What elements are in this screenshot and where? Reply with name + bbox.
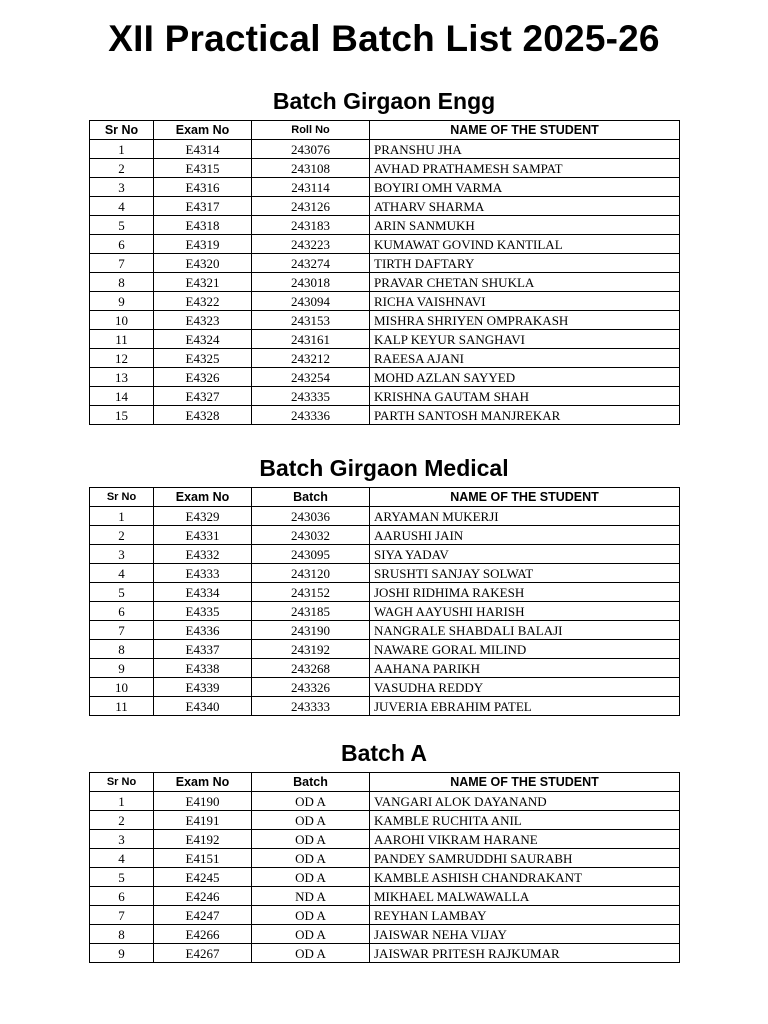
table-row — [90, 564, 680, 583]
cell-roll-or-batch: 243212 — [252, 349, 370, 368]
cell-sr-no: 4 — [90, 197, 154, 216]
cell-sr-no: 13 — [90, 368, 154, 387]
cell-student-name: PANDEY SAMRUDDHI SAURABH — [370, 849, 680, 868]
cell-sr-no: 8 — [90, 925, 154, 944]
cell-exam-no: E4324 — [154, 330, 252, 349]
cell-roll-or-batch: OD A — [252, 925, 370, 944]
cell-student-name: KAMBLE ASHISH CHANDRAKANT — [370, 868, 680, 887]
cell-sr-no: 7 — [90, 254, 154, 273]
cell-exam-no: E4191 — [154, 811, 252, 830]
cell-student-name: ARIN SANMUKH — [370, 216, 680, 235]
cell-exam-no: E4319 — [154, 235, 252, 254]
cell-exam-no: E4317 — [154, 197, 252, 216]
cell-student-name: NANGRALE SHABDALI BALAJI — [370, 621, 680, 640]
cell-student-name: JAISWAR NEHA VIJAY — [370, 925, 680, 944]
cell-student-name: REYHAN LAMBAY — [370, 906, 680, 925]
table-row — [90, 273, 680, 292]
cell-student-name: SIYA YADAV — [370, 545, 680, 564]
cell-sr-no: 9 — [90, 944, 154, 963]
cell-student-name: RICHA VAISHNAVI — [370, 292, 680, 311]
cell-sr-no: 11 — [90, 330, 154, 349]
table-row — [90, 830, 680, 849]
table-row — [90, 659, 680, 678]
table-row — [90, 678, 680, 697]
header-sr-no: Sr No — [90, 773, 154, 792]
cell-student-name: PARTH SANTOSH MANJREKAR — [370, 406, 680, 425]
table-row — [90, 811, 680, 830]
cell-student-name: TIRTH DAFTARY — [370, 254, 680, 273]
cell-roll-or-batch: OD A — [252, 944, 370, 963]
cell-sr-no: 5 — [90, 583, 154, 602]
cell-sr-no: 2 — [90, 811, 154, 830]
cell-exam-no: E4323 — [154, 311, 252, 330]
cell-sr-no: 3 — [90, 830, 154, 849]
cell-roll-or-batch: 243185 — [252, 602, 370, 621]
table-row — [90, 235, 680, 254]
cell-roll-or-batch: 243094 — [252, 292, 370, 311]
cell-exam-no: E4267 — [154, 944, 252, 963]
cell-roll-or-batch: 243268 — [252, 659, 370, 678]
cell-sr-no: 7 — [90, 906, 154, 925]
header-exam-no: Exam No — [154, 121, 252, 140]
cell-sr-no: 9 — [90, 659, 154, 678]
table-row — [90, 387, 680, 406]
cell-exam-no: E4314 — [154, 140, 252, 159]
table-row — [90, 944, 680, 963]
cell-exam-no: E4326 — [154, 368, 252, 387]
table-row — [90, 621, 680, 640]
table-row — [90, 545, 680, 564]
cell-sr-no: 4 — [90, 849, 154, 868]
cell-roll-or-batch: 243032 — [252, 526, 370, 545]
header-batch: Batch — [252, 773, 370, 792]
cell-exam-no: E4247 — [154, 906, 252, 925]
cell-student-name: PRANSHU JHA — [370, 140, 680, 159]
table-header-row — [90, 773, 680, 792]
cell-exam-no: E4190 — [154, 792, 252, 811]
cell-roll-or-batch: ND A — [252, 887, 370, 906]
cell-roll-or-batch: 243335 — [252, 387, 370, 406]
cell-student-name: PRAVAR CHETAN SHUKLA — [370, 273, 680, 292]
cell-student-name: MIKHAEL MALWAWALLA — [370, 887, 680, 906]
cell-roll-or-batch: 243108 — [252, 159, 370, 178]
cell-exam-no: E4266 — [154, 925, 252, 944]
cell-exam-no: E4334 — [154, 583, 252, 602]
cell-sr-no: 2 — [90, 526, 154, 545]
cell-sr-no: 14 — [90, 387, 154, 406]
cell-student-name: BOYIRI OMH VARMA — [370, 178, 680, 197]
cell-sr-no: 3 — [90, 178, 154, 197]
cell-exam-no: E4333 — [154, 564, 252, 583]
cell-exam-no: E4338 — [154, 659, 252, 678]
header-roll-no: Roll No — [252, 121, 370, 140]
cell-sr-no: 6 — [90, 235, 154, 254]
cell-sr-no: 4 — [90, 564, 154, 583]
cell-sr-no: 10 — [90, 311, 154, 330]
cell-exam-no: E4339 — [154, 678, 252, 697]
cell-exam-no: E4325 — [154, 349, 252, 368]
cell-sr-no: 12 — [90, 349, 154, 368]
cell-student-name: ATHARV SHARMA — [370, 197, 680, 216]
table-row — [90, 178, 680, 197]
table-row — [90, 254, 680, 273]
cell-exam-no: E4336 — [154, 621, 252, 640]
table-row — [90, 216, 680, 235]
cell-exam-no: E4246 — [154, 887, 252, 906]
cell-exam-no: E4328 — [154, 406, 252, 425]
cell-roll-or-batch: OD A — [252, 811, 370, 830]
cell-student-name: KUMAWAT GOVIND KANTILAL — [370, 235, 680, 254]
cell-sr-no: 5 — [90, 216, 154, 235]
cell-exam-no: E4329 — [154, 507, 252, 526]
cell-roll-or-batch: 243076 — [252, 140, 370, 159]
cell-exam-no: E4327 — [154, 387, 252, 406]
table-row — [90, 792, 680, 811]
header-exam-no: Exam No — [154, 773, 252, 792]
table-row — [90, 887, 680, 906]
cell-sr-no: 10 — [90, 678, 154, 697]
cell-student-name: MISHRA SHRIYEN OMPRAKASH — [370, 311, 680, 330]
cell-roll-or-batch: OD A — [252, 906, 370, 925]
cell-student-name: SRUSHTI SANJAY SOLWAT — [370, 564, 680, 583]
table-row — [90, 159, 680, 178]
table-row — [90, 925, 680, 944]
cell-roll-or-batch: 243254 — [252, 368, 370, 387]
cell-student-name: NAWARE GORAL MILIND — [370, 640, 680, 659]
header-exam-no: Exam No — [154, 488, 252, 507]
cell-roll-or-batch: 243036 — [252, 507, 370, 526]
cell-student-name: VASUDHA REDDY — [370, 678, 680, 697]
cell-roll-or-batch: 243114 — [252, 178, 370, 197]
section-title-batch-a: Batch A — [340, 740, 428, 766]
cell-exam-no: E4321 — [154, 273, 252, 292]
batch-table — [89, 120, 680, 425]
cell-exam-no: E4322 — [154, 292, 252, 311]
table-row — [90, 197, 680, 216]
table-row — [90, 406, 680, 425]
table-header-row — [90, 121, 680, 140]
table-header-row — [90, 488, 680, 507]
cell-roll-or-batch: 243152 — [252, 583, 370, 602]
cell-roll-or-batch: OD A — [252, 792, 370, 811]
cell-exam-no: E4332 — [154, 545, 252, 564]
cell-sr-no: 2 — [90, 159, 154, 178]
cell-roll-or-batch: 243333 — [252, 697, 370, 716]
cell-student-name: JAISWAR PRITESH RAJKUMAR — [370, 944, 680, 963]
cell-exam-no: E4151 — [154, 849, 252, 868]
cell-student-name: VANGARI ALOK DAYANAND — [370, 792, 680, 811]
cell-student-name: KALP KEYUR SANGHAVI — [370, 330, 680, 349]
table-row — [90, 330, 680, 349]
cell-roll-or-batch: 243018 — [252, 273, 370, 292]
cell-sr-no: 7 — [90, 621, 154, 640]
cell-roll-or-batch: 243190 — [252, 621, 370, 640]
batch-table — [89, 487, 680, 716]
cell-student-name: JOSHI RIDHIMA RAKESH — [370, 583, 680, 602]
header-sr-no: Sr No — [90, 488, 154, 507]
cell-exam-no: E4318 — [154, 216, 252, 235]
cell-roll-or-batch: 243095 — [252, 545, 370, 564]
cell-sr-no: 8 — [90, 273, 154, 292]
cell-sr-no: 15 — [90, 406, 154, 425]
cell-roll-or-batch: 243161 — [252, 330, 370, 349]
cell-student-name: ARYAMAN MUKERJI — [370, 507, 680, 526]
cell-sr-no: 3 — [90, 545, 154, 564]
table-row — [90, 697, 680, 716]
cell-sr-no: 5 — [90, 868, 154, 887]
cell-sr-no: 8 — [90, 640, 154, 659]
page-title: XII Practical Batch List 2025-26 — [108, 18, 660, 59]
cell-sr-no: 1 — [90, 507, 154, 526]
cell-student-name: KAMBLE RUCHITA ANIL — [370, 811, 680, 830]
cell-roll-or-batch: 243223 — [252, 235, 370, 254]
cell-student-name: AVHAD PRATHAMESH SAMPAT — [370, 159, 680, 178]
cell-exam-no: E4335 — [154, 602, 252, 621]
cell-roll-or-batch: OD A — [252, 849, 370, 868]
header-student-name: NAME OF THE STUDENT — [370, 121, 680, 140]
cell-sr-no: 1 — [90, 792, 154, 811]
cell-exam-no: E4320 — [154, 254, 252, 273]
table-row — [90, 868, 680, 887]
table-row — [90, 583, 680, 602]
cell-student-name: AAHANA PARIKH — [370, 659, 680, 678]
cell-student-name: JUVERIA EBRAHIM PATEL — [370, 697, 680, 716]
table-row — [90, 602, 680, 621]
cell-roll-or-batch: 243120 — [252, 564, 370, 583]
cell-sr-no: 9 — [90, 292, 154, 311]
table-row — [90, 507, 680, 526]
cell-student-name: WAGH AAYUSHI HARISH — [370, 602, 680, 621]
header-student-name: NAME OF THE STUDENT — [370, 773, 680, 792]
section-title-girgaon-medical: Batch Girgaon Medical — [259, 455, 509, 481]
table-row — [90, 292, 680, 311]
cell-sr-no: 6 — [90, 602, 154, 621]
cell-exam-no: E4192 — [154, 830, 252, 849]
header-batch: Batch — [252, 488, 370, 507]
cell-sr-no: 1 — [90, 140, 154, 159]
table-row — [90, 349, 680, 368]
table-row — [90, 140, 680, 159]
table-row — [90, 311, 680, 330]
cell-roll-or-batch: 243153 — [252, 311, 370, 330]
cell-exam-no: E4315 — [154, 159, 252, 178]
table-row — [90, 849, 680, 868]
cell-student-name: AARUSHI JAIN — [370, 526, 680, 545]
cell-student-name: MOHD AZLAN SAYYED — [370, 368, 680, 387]
cell-exam-no: E4337 — [154, 640, 252, 659]
cell-roll-or-batch: 243336 — [252, 406, 370, 425]
cell-roll-or-batch: OD A — [252, 868, 370, 887]
cell-roll-or-batch: 243326 — [252, 678, 370, 697]
cell-student-name: AAROHI VIKRAM HARANE — [370, 830, 680, 849]
header-sr-no: Sr No — [90, 121, 154, 140]
table-row — [90, 640, 680, 659]
cell-roll-or-batch: 243274 — [252, 254, 370, 273]
cell-roll-or-batch: 243192 — [252, 640, 370, 659]
header-student-name: NAME OF THE STUDENT — [370, 488, 680, 507]
cell-exam-no: E4331 — [154, 526, 252, 545]
cell-exam-no: E4316 — [154, 178, 252, 197]
cell-student-name: KRISHNA GAUTAM SHAH — [370, 387, 680, 406]
cell-exam-no: E4340 — [154, 697, 252, 716]
table-row — [90, 906, 680, 925]
table-row — [90, 526, 680, 545]
cell-sr-no: 6 — [90, 887, 154, 906]
section-title-girgaon-engg: Batch Girgaon Engg — [272, 88, 496, 114]
batch-table — [89, 772, 680, 963]
cell-exam-no: E4245 — [154, 868, 252, 887]
cell-roll-or-batch: 243183 — [252, 216, 370, 235]
cell-sr-no: 11 — [90, 697, 154, 716]
cell-roll-or-batch: 243126 — [252, 197, 370, 216]
cell-roll-or-batch: OD A — [252, 830, 370, 849]
table-row — [90, 368, 680, 387]
cell-student-name: RAEESA AJANI — [370, 349, 680, 368]
